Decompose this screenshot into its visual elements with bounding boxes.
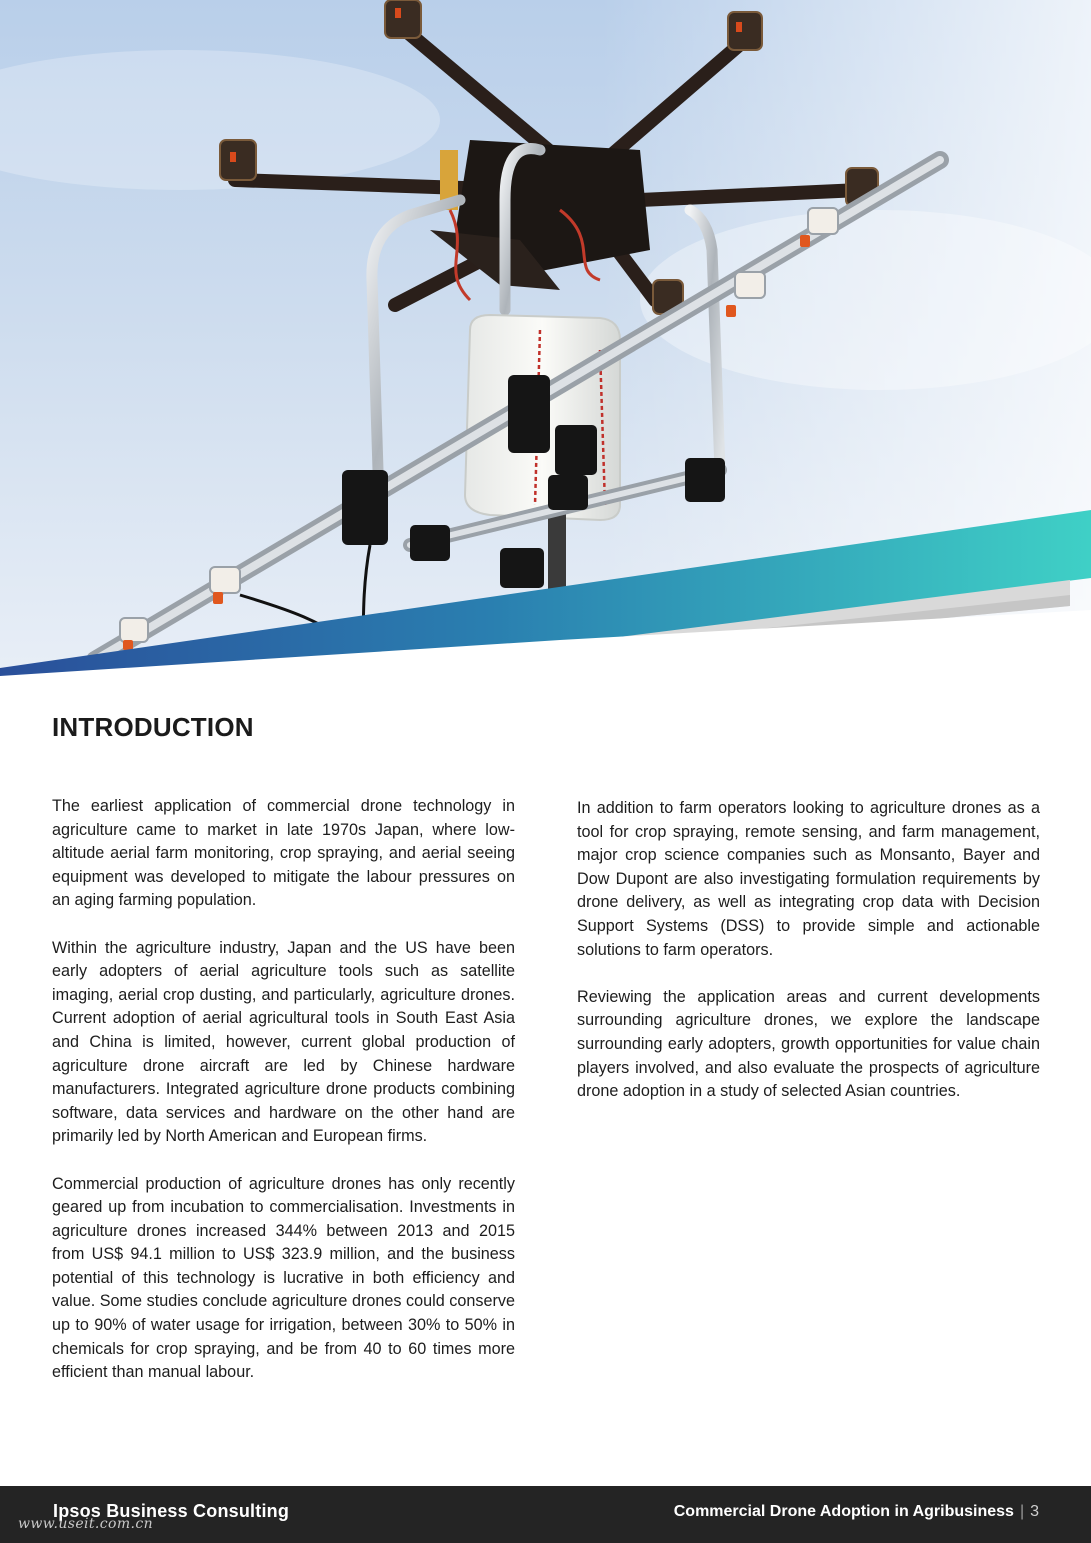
paragraph: In addition to farm operators looking to agriculture drones as a tool for crop spraying, remote sensing, and farm management, major crop science companies such as Monsanto, Bayer and Dow Dupont are also investigating formulation requirements by drone delivery, as well as integrating crop data with Decision Support Systems (DSS) to provide simple and actionable solutions to farm operators. xyxy=(577,799,1040,959)
paragraph: Reviewing the application areas and current developments surrounding agriculture drones, we explore the landscape surrounding early adopters, growth opportunities for value chain players involved, and also evaluate the prospects of agriculture drone adoption in a study of selected Asian countries. xyxy=(577,987,1040,1101)
paragraph: The earliest application of commercial drone technology in agriculture came to market in late 1970s Japan, where low-altitude aerial farm monitoring, crop spraying, and aerial seeing equipment was developed to mitigate the labour pressures on an aging farming population. xyxy=(52,797,515,910)
document-title: Commercial Drone Adoption in Agribusiness xyxy=(673,1503,1014,1520)
hero-image xyxy=(0,0,1091,690)
paragraph: Within the agriculture industry, Japan and the US have been early adopters of aerial agriculture tools such as satellite imaging, aerial crop dusting, and particularly, agriculture drones. Current adoption of aerial agricultural tools in South East Asia and China is limited, however, current global production of agriculture drone aircraft are led by Chinese hardware manufacturers. Integrated agriculture drone products combining software, data services and hardware on the other hand are primarily led by North American and European firms. xyxy=(52,938,515,1146)
watermark: www.useit.com.cn xyxy=(18,1516,154,1532)
section-heading: INTRODUCTION xyxy=(52,712,254,742)
separator: | xyxy=(1019,1503,1025,1520)
footer-document-title xyxy=(674,1503,1039,1521)
left-column xyxy=(52,795,515,1408)
footer-brand: Ipsos Business Consulting xyxy=(53,1501,290,1521)
paragraph: Commercial production of agriculture drones has only recently geared up from incubation to commercialisation. Investments in agriculture drones increased 344% between 2013 and 2015 from US$ 94.1 million to US$ 323.9 million, and the business potential of this technology is lucrative in both efficiency and value. Some studies conclude agriculture drones could conserve up to 90% of water usage for irrigation, between 30% to 50% in chemicals for crop spraying, and be from 40 to 60 times more efficient than manual labour. xyxy=(52,1174,515,1382)
right-column xyxy=(577,797,1040,1127)
drone-photo xyxy=(0,0,1091,690)
page-number: 3 xyxy=(1030,1503,1039,1520)
